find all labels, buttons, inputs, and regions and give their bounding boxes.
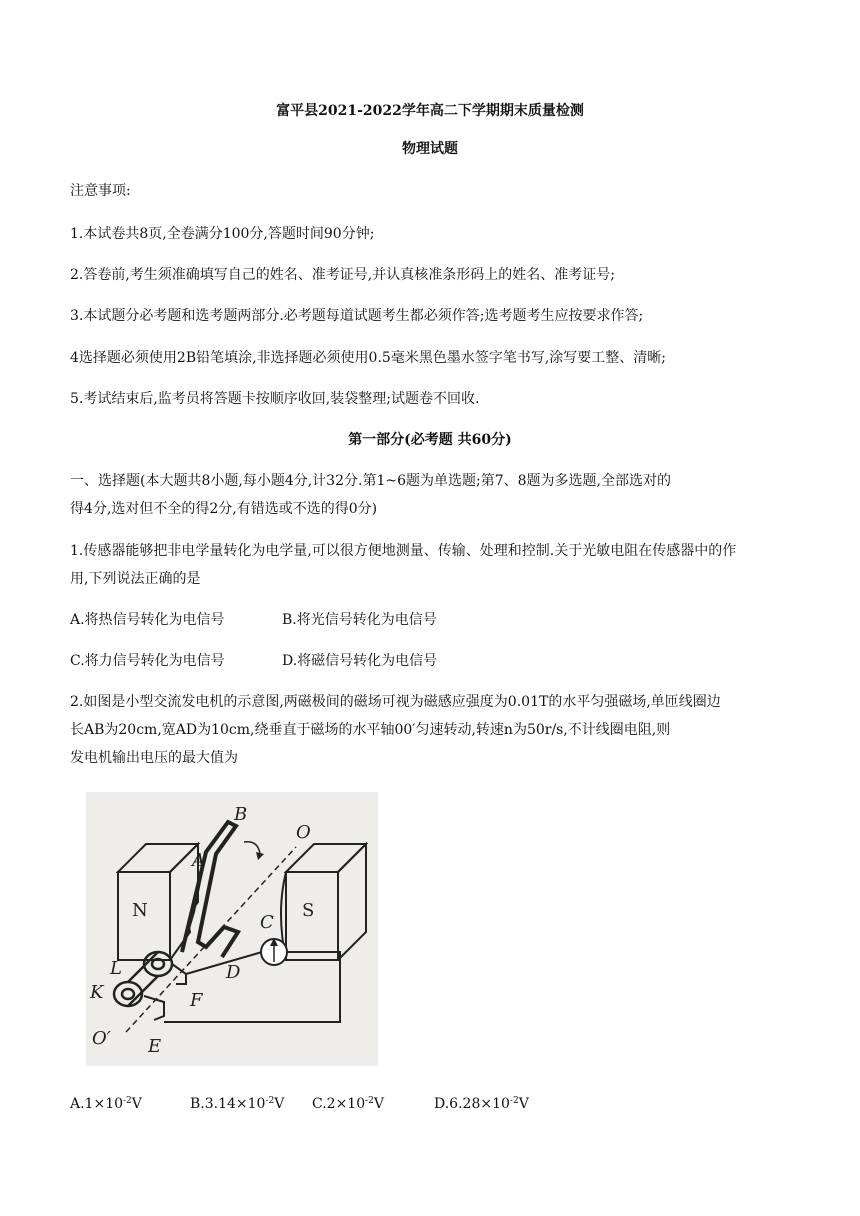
label-d: D — [226, 962, 241, 983]
q2-option-c: $C.2\times 10^{-2}V$ — [312, 1096, 385, 1112]
label-e: E — [148, 1036, 162, 1057]
q1-option-a: A.将热信号转化为电信号 — [70, 612, 225, 628]
label-l: L — [110, 958, 122, 979]
q2-option-a: $A.1\times 10^{-2}V$ — [70, 1096, 142, 1112]
label-f: F — [190, 990, 203, 1011]
label-c: C — [260, 912, 274, 933]
label-o-prime: O′ — [92, 1028, 111, 1049]
q1-option-c: C.将力信号转化为电信号 — [70, 653, 225, 669]
notice-item-4: 4选择题必须使用2B铅笔填涂,非选择题必须使用0.5毫米黑色墨水签字笔书写,涂写要工整、清晰; — [70, 350, 666, 366]
label-k: K — [90, 982, 104, 1003]
q1-stem-line1: 1.传感器能够把非电学量转化为电学量,可以很方便地测量、传输、处理和控制.关于光敏电阻在传感器中的作 — [70, 543, 737, 559]
q2-stem-line3: 发电机输出电压的最大值为 — [70, 750, 238, 766]
label-o: O — [296, 822, 311, 843]
label-n: N — [132, 900, 148, 921]
label-s: S — [302, 900, 315, 921]
notice-item-3: 3.本试题分必考题和选考题两部分.必考题每道试题考生都必须作答;选考题考生应按要求作答; — [70, 308, 644, 324]
label-a: A — [192, 850, 205, 871]
section1-instructions-line2: 得4分,选对但不全的得2分,有错选或不选的得0分) — [70, 501, 378, 517]
galvanometer — [261, 938, 287, 965]
part1-heading: 第一部分(必考题 共60分) — [348, 432, 512, 448]
q2-stem-line2: 长AB为20cm,宽AD为10cm,绕垂直于磁场的水平轴00′匀速转动,转速n为50r/s,不计线圈电阻,则 — [70, 722, 671, 738]
exam-title: 富平县2021-2022学年高二下学期期末质量检测 — [276, 103, 584, 119]
notice-heading: 注意事项: — [70, 183, 131, 199]
notice-item-2: 2.答卷前,考生须准确填写自己的姓名、准考证号,并认真核准条形码上的姓名、准考证号; — [70, 267, 615, 283]
q2-option-b: $B.3.14\times 10^{-2}V$ — [190, 1096, 285, 1112]
q1-stem-line2: 用,下列说法正确的是 — [70, 571, 201, 587]
section1-instructions-line1: 一、选择题(本大题共8小题,每小题4分,计32分.第1~6题为单选题;第7、8题为多选题,全部选对的 — [70, 473, 671, 489]
label-b: B — [234, 804, 248, 825]
q2-option-d: $D.6.28\times 10^{-2}V$ — [434, 1096, 529, 1112]
generator-diagram — [86, 792, 378, 1066]
notice-item-1: 1.本试卷共8页,全卷满分100分,答题时间90分钟; — [70, 226, 375, 242]
notice-item-5: 5.考试结束后,监考员将答题卡按顺序收回,装袋整理;试题卷不回收. — [70, 391, 480, 407]
q1-option-d: D.将磁信号转化为电信号 — [282, 653, 438, 669]
exam-subject: 物理试题 — [402, 141, 458, 157]
q2-stem-line1: 2.如图是小型交流发电机的示意图,两磁极间的磁场可视为磁感应强度为0.01T的水平匀强磁场,单匝线圈边 — [70, 694, 721, 710]
q1-option-b: B.将光信号转化为电信号 — [282, 612, 437, 628]
